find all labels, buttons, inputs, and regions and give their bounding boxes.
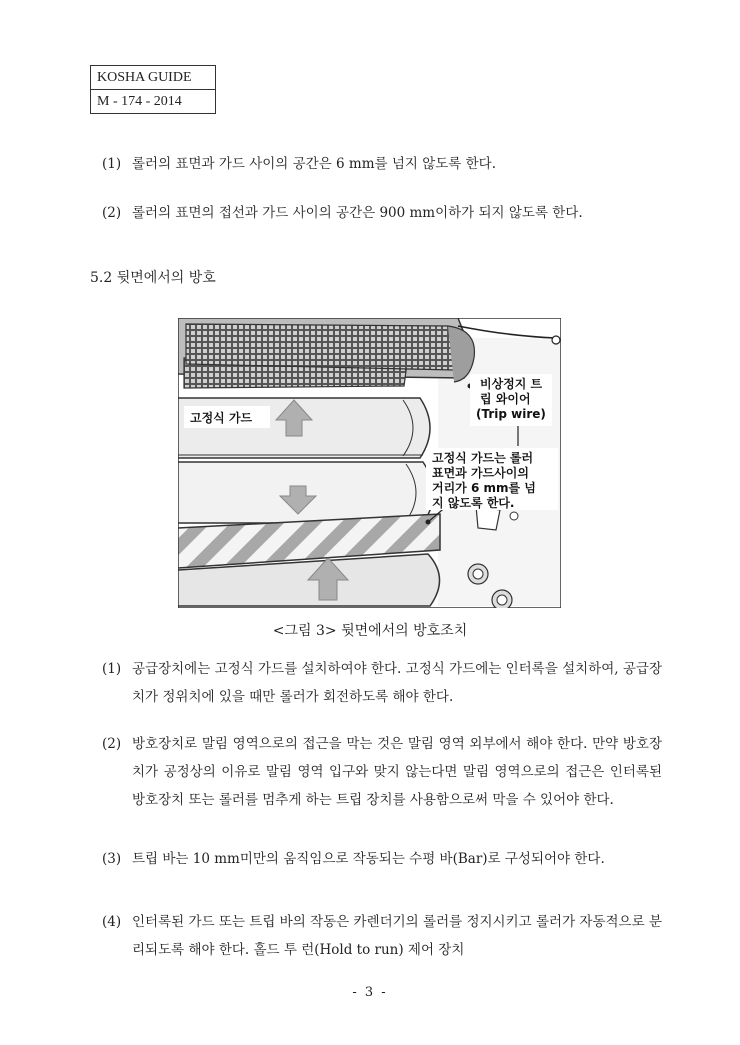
item-number: (2) (102, 736, 122, 752)
item-number: (1) (102, 661, 122, 677)
item-text: 방호장치로 말림 영역으로의 접근을 막는 것은 말림 영역 외부에서 해야 한다. 만약 방호장치가 공정상의 이유로 말림 영역 입구와 맞지 않는다면 말림 영역으로의 접근은 인터록된 방호장치 또는 롤러를 멈추게 하는 트립 장치를 사용함으로써 막을 수 있어야 한다. (132, 736, 662, 808)
list-item (102, 655, 662, 711)
item-text: 인터록된 가드 또는 트립 바의 작동은 카렌더기의 롤러를 정지시키고 롤러가 자동적으로 분리되도록 해야 한다. 홀드 투 런(Hold to run) 제어 장치 (132, 914, 662, 958)
item-number: (4) (102, 914, 122, 930)
list-item (102, 845, 662, 873)
section-heading: 5.2 뒷면에서의 방호 (90, 270, 216, 286)
list-item (102, 730, 662, 814)
item-number: (3) (102, 851, 122, 867)
guide-code: M - 174 - 2014 (91, 89, 215, 113)
item-text: 공급장치에는 고정식 가드를 설치하여야 한다. 고정식 가드에는 인터록을 설치하여, 공급장치가 정위치에 있을 때만 롤러가 회전하도록 해야 한다. (132, 661, 662, 705)
item-number: (2) (102, 205, 122, 221)
list-item (102, 150, 662, 178)
label-fixed-guard: 고정식 가드 (190, 411, 253, 425)
page-number: - 3 - (352, 985, 388, 1000)
label-trip-wire: 비상정지 트 (480, 377, 543, 391)
guide-label: KOSHA GUIDE (97, 70, 192, 85)
fixed-guard-mesh (178, 318, 474, 388)
guard-figure (178, 318, 561, 608)
list-item (102, 199, 662, 227)
label-trip-wire: (Trip wire) (476, 407, 546, 421)
item-number: (1) (102, 156, 122, 172)
label-guard-note: 지 않도록 한다. (432, 496, 515, 510)
item-text: 롤러의 표면과 가드 사이의 공간은 6 mm를 넘지 않도록 한다. (132, 156, 497, 172)
label-guard-note: 표면과 가드사이의 (432, 466, 529, 480)
item-text: 트립 바는 10 mm미만의 움직임으로 작동되는 수평 바(Bar)로 구성되어야 한다. (132, 851, 605, 867)
label-trip-wire: 립 와이어 (480, 392, 531, 406)
document-code-box (90, 65, 216, 114)
list-item (102, 908, 662, 964)
item-text: 롤러의 표면의 접선과 가드 사이의 공간은 900 mm이하가 되지 않도록 한다. (132, 205, 583, 221)
figure-caption: <그림 3> 뒷면에서의 방호조치 (272, 623, 468, 639)
label-guard-note: 거리가 6 mm를 넘 (432, 481, 536, 495)
label-guard-note: 고정식 가드는 롤러 (432, 451, 534, 465)
